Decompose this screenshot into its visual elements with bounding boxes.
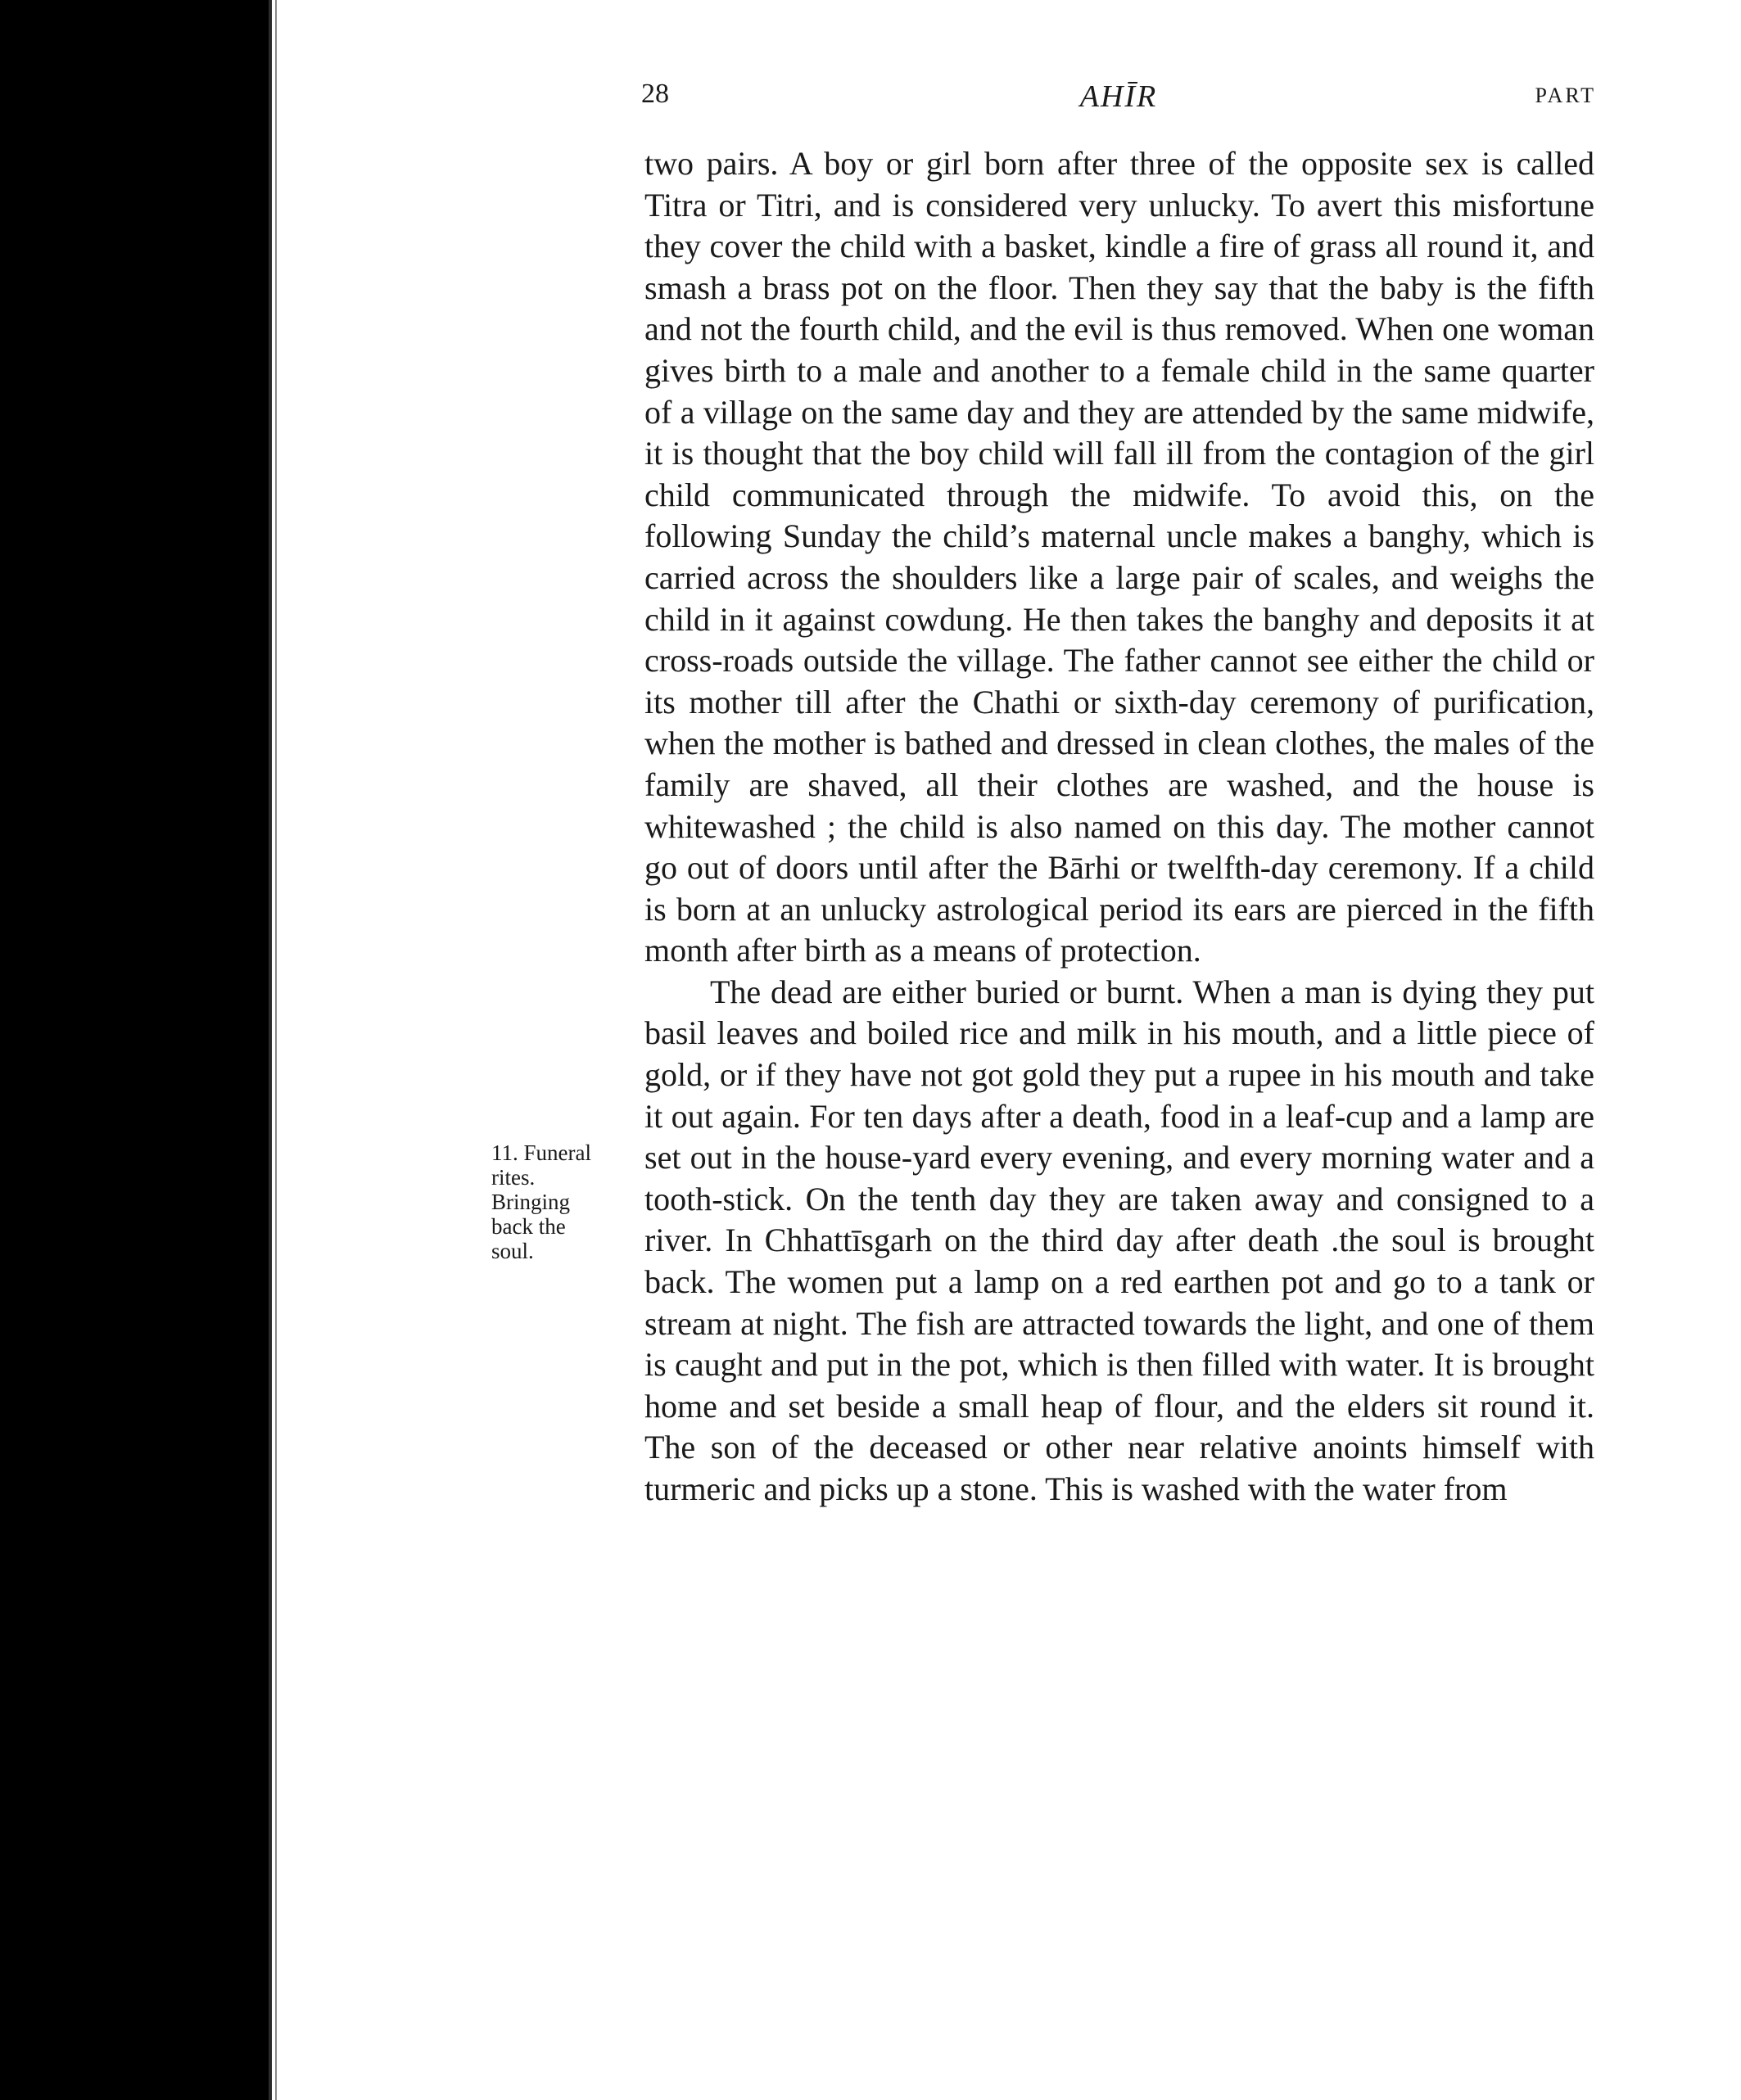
page-header [641,79,1596,118]
spine-edge-highlight [275,0,277,2100]
page-number: 28 [641,79,669,109]
book-spine-shadow [0,0,269,2100]
margin-note-line: back the [491,1214,566,1239]
margin-note-line: soul. [491,1239,534,1263]
margin-note-line: rites. [491,1165,536,1190]
part-label: PART [1535,84,1596,107]
body-text [644,143,1594,1511]
running-title: AHĪR [1079,79,1158,114]
paragraph-funeral-rites: The dead are either buried or burnt. When a man is dying they put basil leaves and boiled rice and milk in his mouth, and a little piece of gold, or if they have not got gold they put a rupee in his mouth and take it out again. For ten days after a death, food in a leaf-cup and a lamp are set out in the house-yard every evening, and every morning water and a tooth-stick. On the tenth day they are taken away and consigned to a river. In Chhattīsgarh on the third day after death .the soul is brought back. The women put a lamp on a red earthen pot and go to a tank or stream at night. The fish are attracted towards the light, and one of them is caught and put in the pot, which is then filled with water. It is brought home and set beside a small heap of flour, and the elders sit round it. The son of the deceased or other near relative anoints himself with turmeric and picks up a stone. This is washed with the water from [644,973,1594,1507]
paragraph-birth-customs: two pairs. A boy or girl born after three of the opposite sex is called Titra or Titri, and is considered very unlucky. To avert this misfortune they cover the child with a basket, kindle a fire of grass all round it, and smash a brass pot on the floor. Then they say that the baby is the fifth and not the fourth child, and the evil is thus removed. When one woman gives birth to a male and another to a female child in the same quarter of a village on the same day and they are attended by the same midwife, it is thought that the boy child will fall ill from the contagion of the girl child communicated through the midwife. To avoid this, on the following Sunday the child’s maternal uncle makes a banghy, which is carried across the shoulders like a large pair of scales, and weighs the child in it against cowdung. He then takes the banghy and deposits it at cross-roads outside the village. The father cannot see either the child or its mother till after the Chathi or sixth-day ceremony of purification, when the mother is bathed and dressed in clean clothes, the males of the family are shaved, all their clothes are washed, and the house is whitewashed ; the child is also named on this day. The mother cannot go out of doors until after the Bārhi or twelfth-day ceremony. If a child is born at an unlucky astrological period its ears are pierced in the fifth month after birth as a means of protection. [644,145,1594,969]
margin-note-line: 11. Funeral [491,1140,591,1165]
spine-edge [269,0,272,2100]
margin-note [491,1140,614,1263]
margin-note-line: Bringing [491,1190,571,1214]
